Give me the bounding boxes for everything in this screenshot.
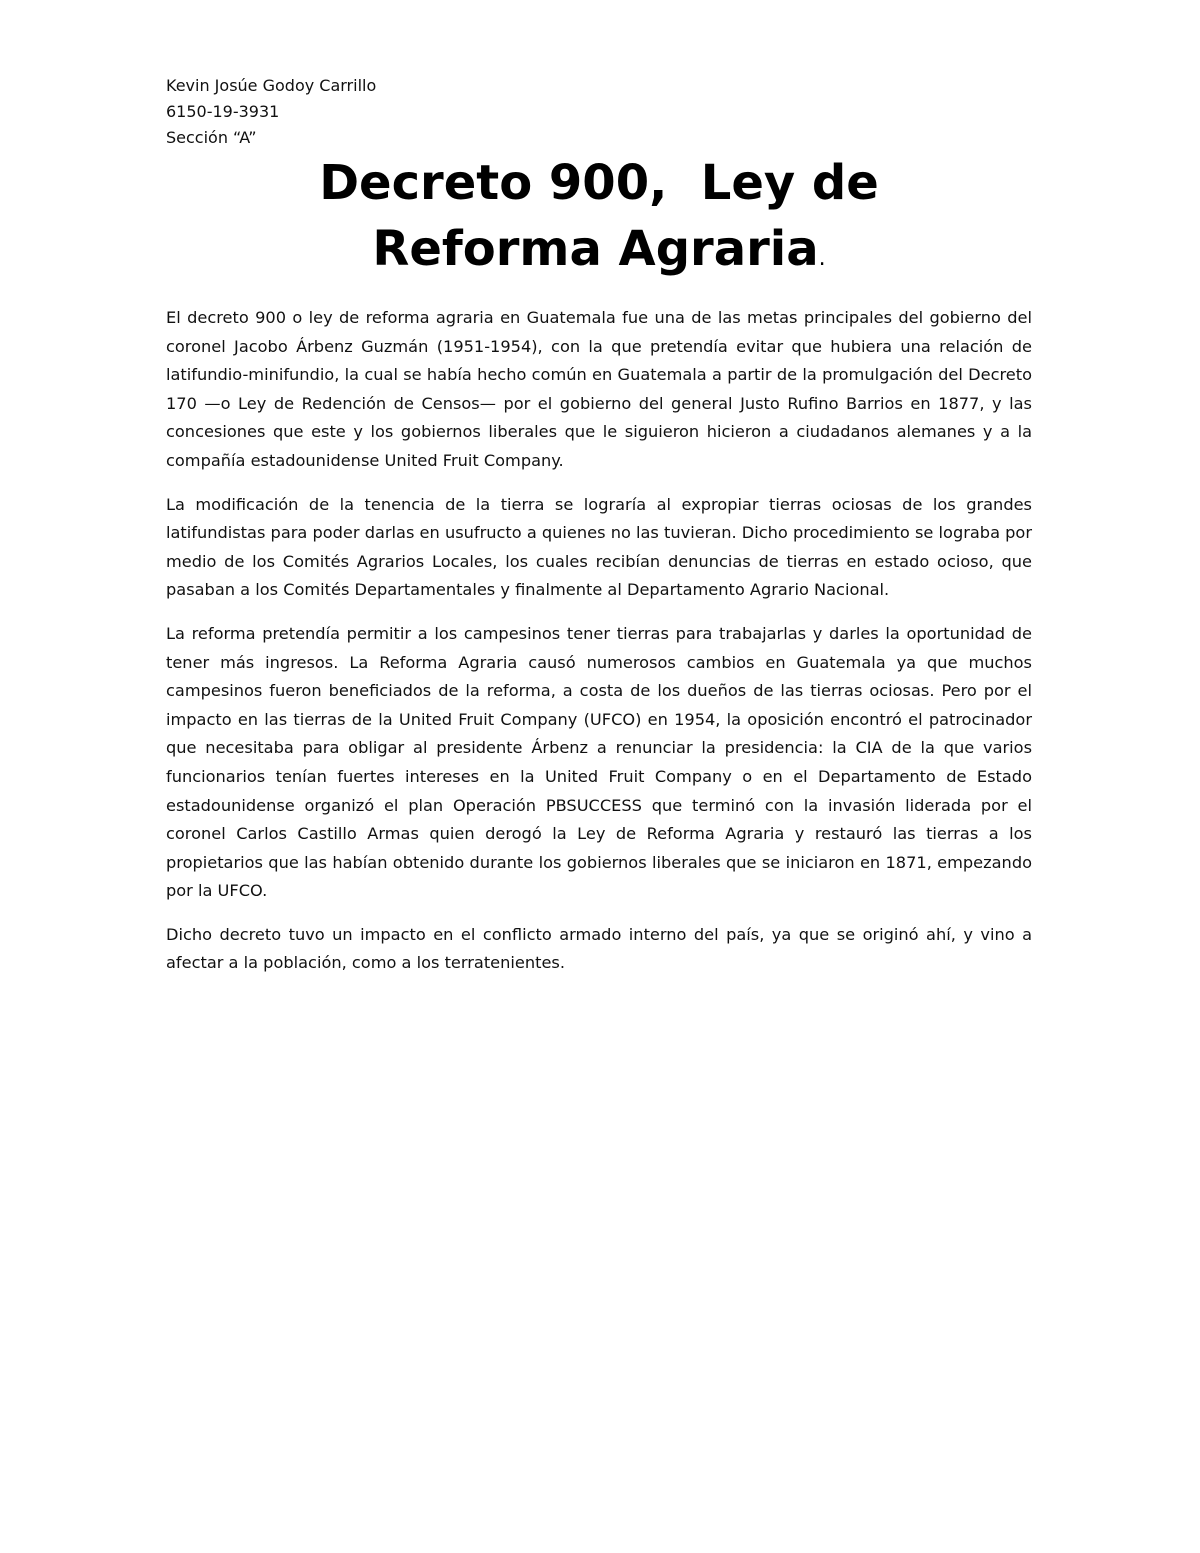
title-line-1: Decreto 900, Ley de	[319, 155, 879, 211]
paragraph-2: La modificación de la tenencia de la tierra se lograría al expropiar tierras ociosas de los grandes latifundistas para poder darlas en usufructo a quienes no las tuvieran. Dicho procedimiento se lograba por medio de los Comités Agrarios Locales, los cuales recibían denuncias de tierras en estado ocioso, que pasaban a los Comités Departamentales y finalmente al Departamento Agrario Nacional.	[166, 494, 1032, 600]
paragraph-1: El decreto 900 o ley de reforma agraria en Guatemala fue una de las metas principales del gobierno del coronel Jacobo Árbenz Guzmán (1951-1954), con la que pretendía evitar que hubiera una relación de latifundio-minifundio, la cual se había hecho común en Guatemala a partir de la promulgación del Decreto 170 —o Ley de Redención de Censos— por el gobierno del general Justo Rufino Barrios en 1877, y las concesiones que este y los gobiernos liberales que le siguieron hicieron a ciudadanos alemanes y a la compañía estadounidense United Fruit Company.	[166, 308, 1032, 470]
document-page	[166, 0, 1032, 1553]
title-suffix: .	[818, 246, 826, 271]
body-text	[166, 304, 1032, 993]
paragraph-4: Dicho decreto tuvo un impacto en el conflicto armado interno del país, ya que se originó ahí, y vino a afectar a la población, como a los terratenientes.	[166, 924, 1032, 973]
title-line-2: Reforma Agraria	[372, 221, 819, 277]
section-label: Sección “A”	[166, 128, 257, 147]
paragraph-3: La reforma pretendía permitir a los campesinos tener tierras para trabajarlas y darles la oportunidad de tener más ingresos. La Reforma Agraria causó numerosos cambios en Guatemala ya que muchos campesinos fueron beneficiados de la reforma, a costa de los dueños de las tierras ociosas. Pero por el impacto en las tierras de la United Fruit Company (UFCO) en 1954, la oposición encontró el patrocinador que necesitaba para obligar al presidente Árbenz a renunciar la presidencia: la CIA de la que varios funcionarios tenían fuertes intereses en la United Fruit Company o en el Departamento de Estado estadounidense organizó el plan Operación PBSUCCESS que terminó con la invasión liderada por el coronel Carlos Castillo Armas quien derogó la Ley de Reforma Agraria y restauró las tierras a los propietarios que las habían obtenido durante los gobiernos liberales que se iniciaron en 1871, empezando por la UFCO.	[166, 623, 1032, 901]
student-id: 6150-19-3931	[166, 102, 280, 121]
document-title	[166, 150, 1032, 292]
author-name: Kevin Josúe Godoy Carrillo	[166, 76, 377, 95]
author-block	[166, 73, 376, 151]
